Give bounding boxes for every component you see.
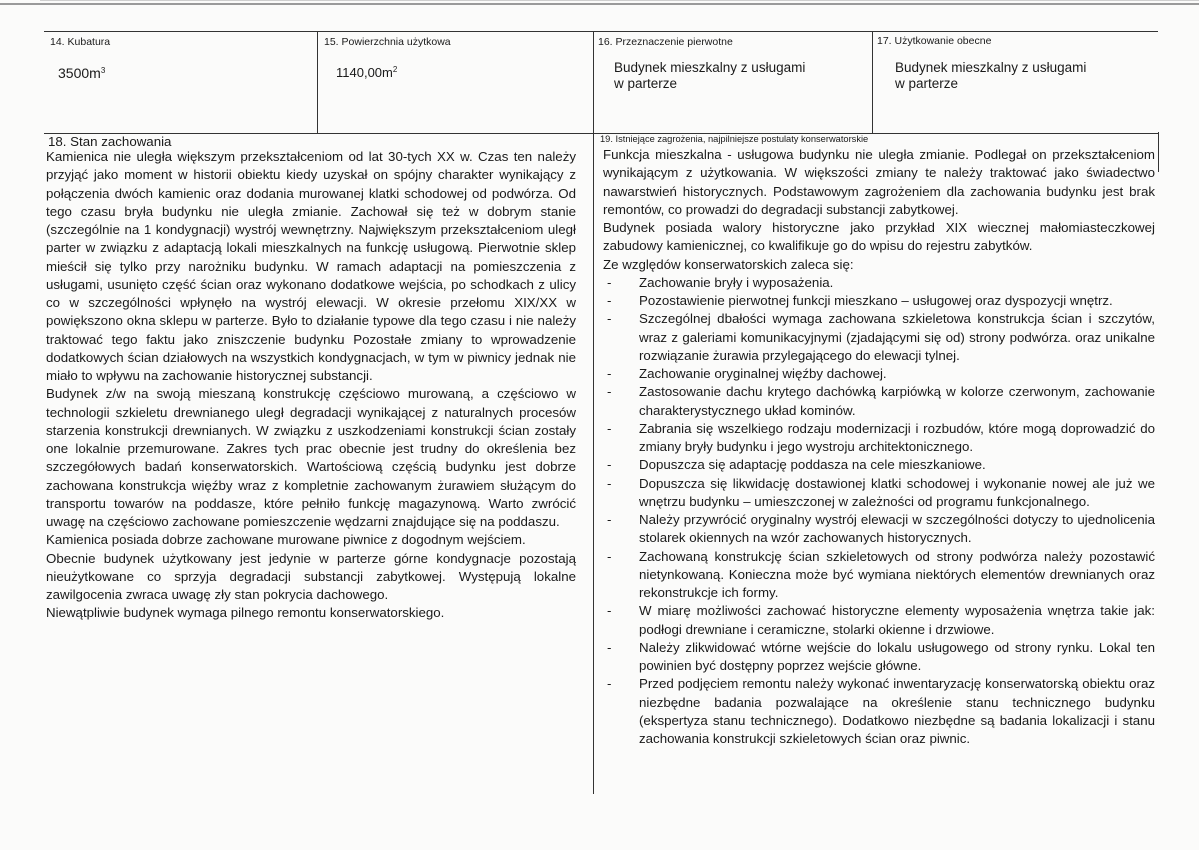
list-item: - Zachowanie bryły i wyposażenia. — [603, 274, 1155, 292]
field-powierzchnia — [318, 32, 593, 133]
field-label: 17. Użytkowanie obecne — [877, 35, 992, 47]
section-19-heading: 19. Istniejące zagrożenia, najpilniejsze postulaty konserwatorskie — [600, 134, 869, 144]
list-item: - Przed podjęciem remontu należy wykonać inwentaryzację konserwatorską obiektu oraz niezbędne badania pozwalające na określenie stanu technicznego budynku (ekspertyza stanu technicznego). Dodatkowo niezbędne są badania lokalizacji i stanu zachowania konstrukcji szkieletowych ścian oraz piwnic. — [603, 675, 1155, 748]
fields-row — [44, 31, 1158, 134]
list-item: - Zachowaną konstrukcję ścian szkieletowych od strony podwórza należy pozostawić nietynkowaną. Konieczna może być wymiana niektórych elementów drewnianych oraz rekonstrukcje ich formy. — [603, 548, 1155, 603]
field-przeznaczenie — [594, 32, 872, 133]
list-item: - Zachowanie oryginalnej więźby dachowej. — [603, 365, 1155, 383]
list-item: - Dopuszcza się adaptację poddasza na cele mieszkaniowe. — [603, 456, 1155, 474]
field-value: $1140,00m^2$ — [336, 65, 398, 80]
paragraph: Ze względów konserwatorskich zaleca się: — [603, 256, 854, 272]
list-item: - Dopuszcza się likwidację dostawionej klatki schodowej i wykonanie nowej ale już we wnętrzu budynku – umieszczonej w zależności od programu funkcjonalnego. — [603, 475, 1155, 512]
section-19-text — [603, 146, 1155, 748]
list-item: - Należy zlikwidować wtórne wejście do lokalu usługowego od strony rynku. Lokal ten powinien być dostępny poprzez wejście główne. — [603, 639, 1155, 676]
section-18-heading: 18. Stan zachowania — [48, 134, 172, 149]
field-value: Budynek mieszkalny z usługami w parterze — [614, 60, 806, 91]
list-item: - Zabrania się wszelkiego rodzaju modernizacji i rozbudów, które mogą doprowadzić do zmiany bryły budynku i jego wystroju architektonicznego. — [603, 420, 1155, 457]
field-label: 15. Powierzchnia użytkowa — [324, 36, 451, 48]
paragraph: Budynek posiada walory historyczne jako przykład XIX wiecznej małomiasteczkowej zabudowy kamienicznej, co kwalifikuje go do wpisu do rejestru zabytków. — [603, 220, 1155, 254]
field-kubatura — [44, 32, 317, 133]
paragraph: Budynek z/w na swoją mieszaną konstrukcję częściowo murowaną, a częściowo w technologii szkieletu drewnianego uległ degradacji wynikającej z naturalnych procesów starzenia konstrukcji drewnianych. W związku z uszkodzeniami konstrukcji ścian zostały one lokalnie przemurowane. Zakres tych prac obecnie jest trudny do określenia bez szczegółowych badań konserwatorskich. Wartościową częścią budynku jest dobrze zachowana konstrukcja więźby wraz z kompletnie zachowanym żurawiem służącym do transportu towarów na poddasze, które pełniło funkcję magazynową. Warto zwrócić uwagę na częściowo zachowane pomieszczenie wędzarni znajdujące się na poddaszu. — [46, 386, 576, 529]
right-border — [1158, 132, 1159, 172]
list-item: - Pozostawienie pierwotnej funkcji mieszkano – usługowej oraz dyspozycji wnętrz. — [603, 292, 1155, 310]
paragraph: Kamienica posiada dobrze zachowane murowane piwnice z dogodnym wejściem. — [46, 532, 526, 548]
recommendations-list — [603, 274, 1155, 749]
paragraph: Niewątpliwie budynek wymaga pilnego remontu konserwatorskiego. — [46, 605, 445, 621]
field-value: $3500m^3$ — [58, 65, 106, 81]
list-item: - Należy przywrócić oryginalny wystrój elewacji w szczególności dotyczy to ujednolicenia stolarek okiennych na wzór zachowanych historycznych. — [603, 511, 1155, 548]
list-item: - Zastosowanie dachu krytego dachówką karpiówką w kolorze czerwonym, zachowanie charakterystycznego układ kominów. — [603, 383, 1155, 420]
field-value: Budynek mieszkalny z usługami w parterze — [895, 60, 1087, 91]
paragraph: Obecnie budynek użytkowany jest jedynie w parterze górne kondygnacje pozostają nieużytkowane co sprzyja degradacji substancji zabytkowej. Występują lokalne zawilgocenia zwraca uwagę zły stan pokrycia dachowego. — [46, 550, 576, 602]
list-item: - Szczególnej dbałości wymaga zachowana szkieletowa konstrukcja ścian i szczytów, wraz z galeriami komunikacyjnymi (zjadającymi się od) strony podwórza. oraz unikalne rozwiązanie żurawia przylegającego do elewacji tylnej. — [603, 310, 1155, 365]
field-label: 16. Przeznaczenie pierwotne — [598, 36, 733, 48]
list-item: - W miarę możliwości zachować historyczne elementy wyposażenia wnętrza takie jak: podłogi drewniane i ceramiczne, stolarki okienne i drzwiowe. — [603, 602, 1155, 639]
paragraph: Funkcja mieszkalna - usługowa budynku nie uległa zmianie. Podlegał on przekształceniom wynikającym z użytkowania. W większości zmiany te należy traktować jako świadectwo nawarstwień historycznych. Podstawowym zagrożeniem dla zachowania budynku jest brak remontów, co prowadzi do degradacji substancji zabytkowej. — [603, 147, 1155, 217]
field-uzytkowanie — [873, 32, 1158, 133]
divider-18-19 — [593, 132, 594, 794]
field-label: 14. Kubatura — [50, 36, 111, 48]
section-18-text — [46, 148, 576, 623]
paragraph: Kamienica nie uległa większym przekształceniom od lat 30-tych XX w. Czas ten należy przyjąć jako moment w historii obiektu kiedy uzyskał on spójny charakter wynikający z połączenia dwóch kamienic oraz dodania murowanej klatki schodowej od podwórza. Od tego czasu bryła budynku nie uległa zmianie. Zachował się też w dobrym stanie (szczególnie na 1 kondygnacji) wystrój wewnętrzny. Największym przekształceniom uległ parter w związku z adaptacją lokali mieszkalnych na funkcję usługową. Pierwotnie sklep mieścił się tylko przy narożniku budynku. W ramach adaptacji na pomieszczenia z usługami, usunięto część ścian oraz wykonano dodatkowe wejścia, po schodkach z ulicy co w szczególności wpłynęło na wystrój elewacji. W okresie przełomu XIX/XX w powiększono okna sklepu w parterze. Było to działanie typowe dla tego czasu i nie należy traktować tego faktu jako zniszczenie budynku Pozostałe zmiany to wprowadzenie dodatkowych ścian działowych na wszystkich kondygnacjach, w tym w piwnicy jednak nie miało to wpływu na zachowanie historycznej substancji. — [46, 149, 576, 383]
scan-edge-line — [40, 0, 1199, 1]
scan-top-border — [0, 3, 1199, 5]
